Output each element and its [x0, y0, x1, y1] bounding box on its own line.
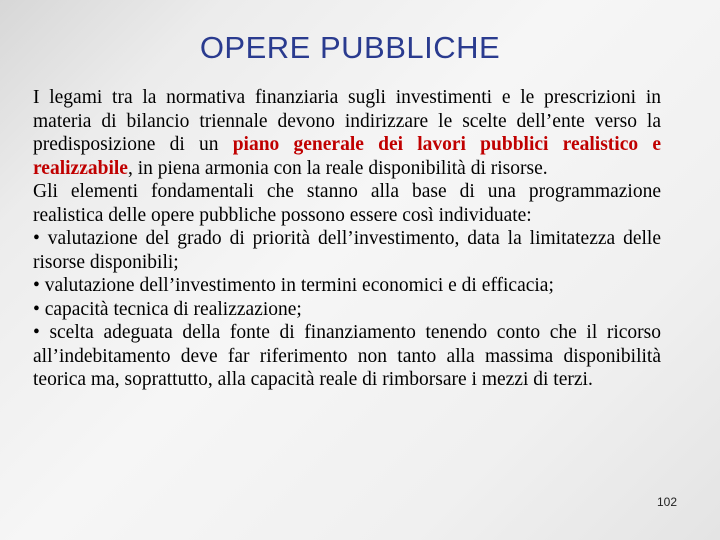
elements-paragraph: Gli elementi fondamentali che stanno alla base di una programmazione realistica delle opere pubbliche possono essere così individuate: — [33, 181, 661, 226]
highlighted-phrase: piano generale dei lavori pubblici realistico e realizzabile — [33, 134, 661, 179]
bullet-item: • valutazione dell’investimento in termini economici e di efficacia; — [33, 275, 554, 296]
slide-title: OPERE PUBBLICHE — [199, 30, 501, 65]
bullet-item: • capacità tecnica di realizzazione; — [33, 298, 302, 320]
intro-text-before: I legami tra la normativa finanziaria sugli investimenti e le prescrizioni in materia di bilancio triennale devono indirizzare le scelte dell’ente verso la predisposizione di un — [33, 87, 661, 155]
intro-text-after: , in piena armonia con la reale disponibilità di risorse. — [127, 157, 548, 179]
page-number: 102 — [656, 495, 677, 509]
intro-paragraph — [33, 86, 661, 180]
bullet-item: • valutazione del grado di priorità dell’investimento, data la limitatezza delle risorse disponibili; — [33, 228, 661, 273]
bullet-item: • scelta adeguata della fonte di finanziamento tenendo conto che il ricorso all’indebitamento deve far riferimento non tanto alla massima disponibilità teorica ma, soprattutto, alla capacità reale di rimborsare i mezzi di terzi. — [33, 322, 661, 390]
slide-body — [33, 86, 661, 392]
